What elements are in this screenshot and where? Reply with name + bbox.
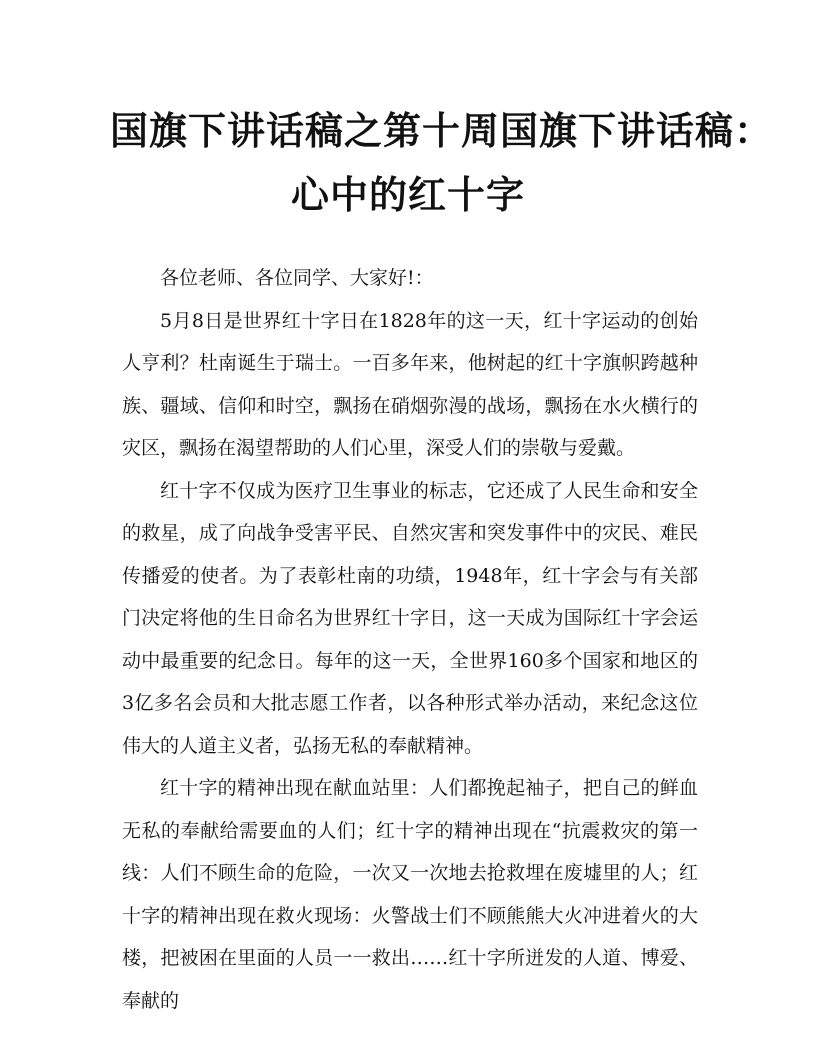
paragraph: 5月8日是世界红十字日在1828年的这一天，红十字运动的创始人亨利？杜南诞生于瑞士。一百多年来，他树起的红十字旗帜跨越种族、疆域、信仰和时空，飘扬在硝烟弥漫的战场，飘扬在水火横行的灾区，飘扬在渴望帮助的人们心里，深受人们的崇敬与爱戴。	[122, 309, 698, 459]
document-title-line-1: 国旗下讲话稿之第十周国旗下讲话稿：	[110, 108, 774, 153]
document-title-line-2: 心中的红十字	[290, 172, 525, 217]
paragraph: 红十字不仅成为医疗卫生事业的标志，它还成了人民生命和安全的救星，成了向战争受害平民、自然灾害和突发事件中的灾民、难民传播爱的使者。为了表彰杜南的功绩，1948年，红十字会与有关部门决定将他的生日命名为世界红十字日，这一天成为国际红十字会运动中最重要的纪念日。每年的这一天，全世界160多个国家和地区的3亿多名会员和大批志愿工作者，以各种形式举办活动，来纪念这位伟大的人道主义者，弘扬无私的奉献精神。	[122, 479, 698, 757]
paragraph: 红十字的精神出现在献血站里：人们都挽起袖子，把自己的鲜血无私的奉献给需要血的人们；红十字的精神出现在“抗震救灾的第一线：人们不顾生命的危险，一次又一次地去抢救埋在废墟里的人；红十字的精神出现在救火现场：火警战士们不顾熊熊大火冲进着火的大楼，把被困在里面的人员一一救出……红十字所迸发的人道、博爱、奉献的	[122, 777, 698, 1012]
paragraph-greeting: 各位老师、各位同学、大家好!：	[160, 267, 434, 289]
document-body	[122, 257, 698, 1022]
